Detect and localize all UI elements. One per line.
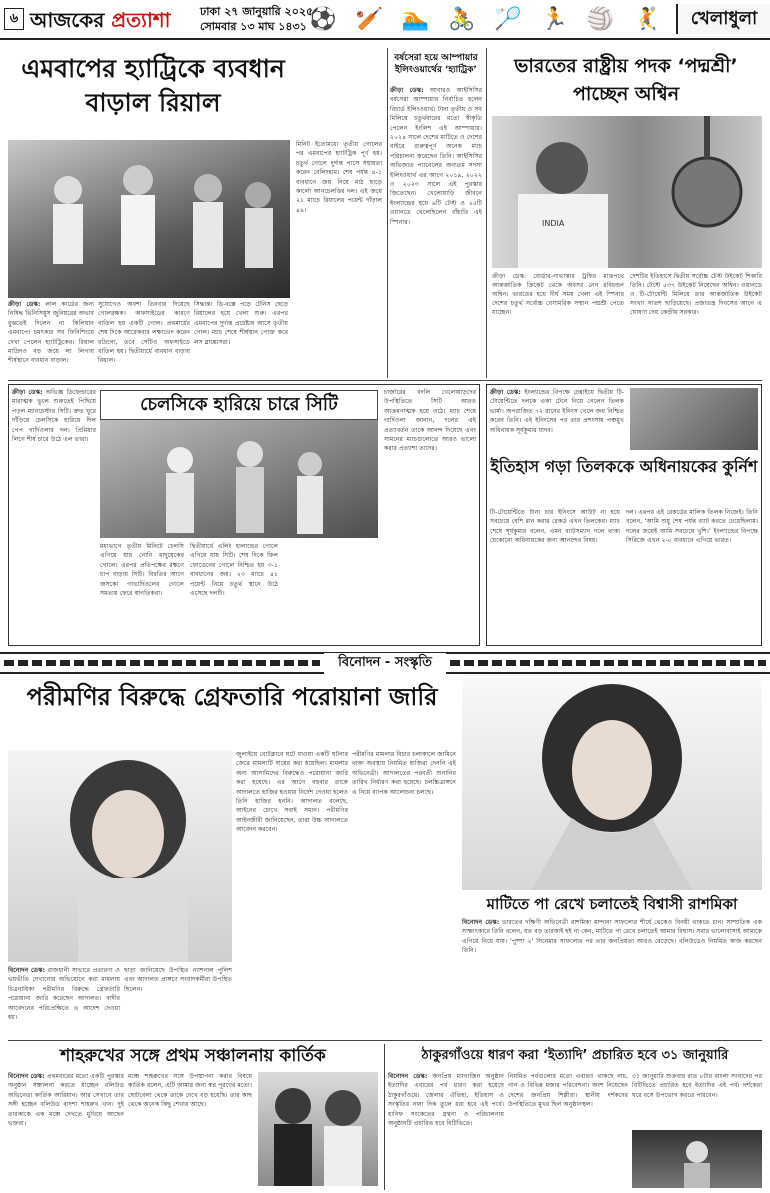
- story1-dateline: ক্রীড়া ডেস্ক:: [8, 301, 41, 308]
- story6-col2: জুলাইয়ে বোটক্লাবে ঘটে যাওয়া একটি ঘটনার জেরে মামলাটি দায়ের করা হয়েছিল। মামলার অন্য আসামিদের বিরুদ্ধেও পরোয়ানা জারি করা হয়েছে। এর আগে বহুবার তাকে আদালতে হাজির হওয়ার নির্দেশ দেওয়া হলেও তিনি হাজির হননি। আদালত বলেছে, আইনের চোখে সবাই সমান। পরীমণির আইনজীবী জানিয়েছেন, তারা উচ্চ আদালতে আবেদন করবেন।: [236, 751, 348, 834]
- running-icon: 🏃: [540, 6, 569, 32]
- story3-dateline: ক্রীড়া ডেস্ক:: [390, 87, 424, 94]
- story3-text: আবারও আইসিসির বর্ষসেরা আম্পায়ার নির্বাচিত হলেন রিচার্ড ইলিংওয়ার্থ। টানা তৃতীয় ও সব মিলিয়ে চতুর্থবারের মতো স্বীকৃতি পেলেন ইংলিশ এই আম্পায়ার। ২০২৪ সালে দেশের মাটিতে ও দেশের বাইরে গুরুত্বপূর্ণ অনেক ম্যাচ পরিচালনা করেছেন তিনি। আইসিসির অভিজাত প্যানেলের অন্যতম সদস্য ইলিংওয়ার্থ এর আগে ২০১৯, ২০২২ ও ২০২৩ সালে এই পুরস্কার জিতেছেন। খেলোয়াড়ি জীবনে ইংল্যান্ডের হয়ে ৯টি টেস্ট ও ২৫টি ওয়ানডে খেলেছিলেন বাঁহাতি এই স্পিনার।: [390, 87, 483, 226]
- story4-col3: দ্বিতীয়ার্ধে এর্লিং হালান্ডের গোলে এগিয়ে যায় সিটি। শেষ দিকে ফিল ফোডেনের গোলে নিশ্চিত হয় ৩-১ ব্যবধানের জয়। ২৩ ম্যাচে ৪১ পয়েন্ট নিয়ে চতুর্থ স্থানে উঠে এসেছে দলটি।: [190, 543, 278, 598]
- story6-photo: [8, 750, 232, 962]
- story7-dateline: বিনোদন ডেস্ক:: [462, 919, 500, 926]
- date-block: [200, 4, 313, 34]
- story9-photo: [632, 1130, 762, 1188]
- story1-col3: সিদ্ধান্ত। ডি-বক্সে পড়ে টেনিস ছেড়ে রিয়ালের হয়ে খেলা শুরু। এরপর এমবাপের দুর্দান্ত প্রচেষ্টায় আসে তৃতীয় গোল। ম্যাচ শেষে শীর্ষস্থান পোক্ত করে লস ব্লাঙ্কোসরা।: [194, 301, 288, 346]
- story5-dateline: ক্রীড়া ডেস্ক:: [490, 389, 521, 396]
- story4-col2: মধ্যভাগে তৃতীয় মিনিটে চেলসি এগিয়ে যায় নোনি মাদুয়েকের গোলে। এরপর প্রতিপক্ষের রক্ষণে চাপ বাড়ায় সিটি। বিরতির আগে জসকো গাভার্দিওলের গোলে সমতায় ফেরে স্বাগতিকরা।: [100, 543, 184, 598]
- story5-col3: দল। এরপর এই রেকর্ডের মালিক তিলক নিজেই। তিনি বলেন, ‘আমি শুধু শেষ পর্যন্ত ব্যাট করতে চেয়েছিলাম। দলের জয়েই আমি সবচেয়ে খুশি।’ ইংল্যান্ডের বিপক্ষে সিরিজে এখন ২-০ ব্যবধানে এগিয়ে ভারত।: [626, 509, 758, 545]
- actress-porimoni-image: [8, 750, 232, 962]
- story7-headline: মাটিতে পা রেখে চলাতেই বিশ্বাসী রাশমিকা: [486, 895, 738, 913]
- section-rule: [8, 1040, 762, 1041]
- story4-dateline: ক্রীড়া ডেস্ক:: [12, 389, 43, 396]
- volleyball-icon: 🏐: [586, 6, 615, 32]
- story5-text: ইংল্যান্ডের বিপক্ষে চেন্নাইয়ে দ্বিতীয় টি-টোয়েন্টিতে দলকে একা টেনে নিয়ে গেলেন তিলক ভার্মা। অপরাজিত ৭২ রানের ইনিংস খেলে জয় নিশ্চিত করেন তিনি। এই ইনিংসের পর তার প্রশংসায় পঞ্চমুখ অধিনায়ক সূর্যকুমার যাদব।: [490, 389, 625, 434]
- story2-headline: ভারতের রাষ্ট্রীয় পদক ‘পদ্মশ্রী’ পাচ্ছেন অশ্বিন: [514, 55, 738, 105]
- story6-headline: পরীমণির বিরুদ্ধে গ্রেফতারি পরোয়ানা জারি: [26, 683, 438, 711]
- city-players-image: [100, 420, 378, 538]
- story5-col2: টি-টোয়েন্টিতে টানা চার ইনিংসে আউট না হয়ে সবচেয়ে বেশি রান করার রেকর্ড এখন তিলকের। ম্যাচ শেষে সূর্যকুমার বলেন, এমন ব্যাটসম্যান দলে থাকা যেকোনো অধিনায়কের জন্য আনন্দের বিষয়।: [490, 509, 620, 545]
- jersey-text: INDIA: [542, 219, 565, 228]
- column-rule: [387, 48, 388, 378]
- story1-col2: সুযোগেও অবশ্য তিনবার দিয়েছে গোলরক্ষক। অফসাইডের কারণে বাতিল হয় একটি গোল। প্রথমার্ধের শেষ দিকে আরেকবার লক্ষ্যভেদ করেন রদ্রিগো, তবে সেটিও অফসাইডে বাতিল হয়। দ্বিতীয়ার্ধে ব্যবধান বাড়ায় রিয়াল।: [98, 301, 190, 365]
- story6-tail: ছাড়া জানিয়েছে উপস্থিত ন্যাশনাল পুলিশ এবং আদালত প্রাঙ্গণে সংবাদকর্মীরা উপস্থিত ছিলেন।: [124, 967, 232, 993]
- story6-lead: রাজধানী সাভারে প্রতারণা ও ভয়ভীতি দেখানোর অভিযোগে করা মামলায় চিত্রনায়িকা পরীমণির বিরুদ্ধে গ্রেফতারি পরোয়ানা জারি করেছেন আদালত। বাদীর আবেদনের পরিপ্রেক্ষিতে এ আদেশ দেওয়া হয়।: [8, 967, 120, 1022]
- sport-icons-banner: [300, 2, 670, 36]
- story4-text: অভিজ্ঞ ডিফেন্ডারের মারাত্মক ভুলে শুরুতেই পিছিয়ে পড়ল ম্যানচেস্টার সিটি। দ্রুত ঘুরে দাঁড়িয়ে চেলসিকে হারিয়ে দিল পেপ গার্দিওলার দল। প্রিমিয়ার লিগে শীর্ষ চারে উঠে এল তারা।: [12, 389, 96, 444]
- story1-photo: [8, 140, 290, 298]
- story4-photo: [100, 420, 378, 538]
- section-rule: [8, 380, 762, 381]
- story8-headline: শাহরুখের সঙ্গে প্রথম সঞ্চালনায় কার্তিক: [60, 1046, 326, 1066]
- story5-headline: ইতিহাস গড়া তিলককে অধিনায়কের কুর্নিশ: [490, 457, 758, 476]
- paper-logo: [30, 6, 170, 39]
- story4-col4: চার্জারের বদলি খেলোয়াড়দের উপস্থিতিতে সিটি আরও আক্রমণাত্মক হয়ে ওঠে। ম্যাচ শেষে গার্দিওলা জানান, দলের এই প্রত্যাবর্তন তাকে আনন্দ দিয়েছে এবং সামনের ম্যাচগুলোতে আরও ভালো করার প্রত্যাশা তাদের।: [384, 389, 476, 453]
- story1-headline: এমবাপের হ্যাট্রিকে ব্যবধান বাড়াল রিয়াল: [21, 54, 285, 117]
- story6-col3: পরীমণির মামলার বিচার চলাকালে জামিনে থাকা অবস্থায় নিয়মিত হাজিরা দেননি এই অভিনেত্রী। আদালতের পরবর্তী শুনানির তারিখ নির্ধারণ করা হয়েছে। চলচ্চিত্রাঙ্গনে এ নিয়ে ব্যাপক আলোচনা চলছে।: [352, 751, 456, 796]
- handball-icon: 🤾: [633, 6, 661, 32]
- masthead: [0, 0, 770, 40]
- actress-rashmika-image: [462, 678, 762, 890]
- cricket-icon: 🏏: [355, 6, 384, 32]
- page-number: ৬: [4, 8, 24, 30]
- story8-dateline: বিনোদন ডেস্ক:: [8, 1073, 45, 1080]
- story9-col2: নিয়মিত পর্বগুলোর মতো এবারও থাকছে নাচ, গান ও বিভিন্ন মজার পরিবেশনা। অংশ নিয়েছেন দেশের জনপ্রিয় শিল্পীরা। স্থানীয় দর্শকদের উপস্থিতিতে মুখর ছিল অনুষ্ঠানস্থল।: [508, 1073, 628, 1109]
- story2-photo: [492, 116, 762, 268]
- football-icon: ⚽: [309, 6, 337, 32]
- story1-col4: মিনিট ইতোমধ্যে তৃতীয় গোলের পর এমবাপের হ্যাটট্রিক পূর্ণ হয়। চতুর্থ গোলে দুর্দান্ত পাসে সহায়তা করেন বেলিংহাম। শেষ পর্যন্ত ৪-১ ব্যবধানে জয় নিয়ে মাঠ ছাড়ে কার্লো আনচেলত্তির দল। এই জয়ে ২১ ম্যাচে রিয়ালের পয়েন্ট দাঁড়াল ৪৯।: [296, 141, 382, 214]
- story7-photo: [462, 678, 762, 890]
- story9-headline: ঠাকুরগাঁওয়ে ধারণ করা ‘ইত্যাদি’ প্রচারিত হবে ৩১ জানুয়ারি: [421, 1048, 729, 1063]
- story9-dateline: বিনোদন ডেস্ক:: [388, 1073, 428, 1080]
- badminton-icon: 🏸: [494, 6, 522, 32]
- story8-photo: [258, 1072, 378, 1186]
- paper-name: প্রত্যাশা: [111, 8, 171, 32]
- football-players-image: [8, 140, 290, 298]
- column-rule: [384, 1044, 385, 1190]
- date-line-2: সোমবার ১৩ মাঘ ১৪৩১: [200, 20, 307, 33]
- story1-lead: লাল কার্ডের জন্য নিষিদ্ধ ভিনিসিয়ুস জুনিয়রের অভাব বুঝতেই দিলেন না কিলিয়ান এমবাপে। চমৎকার সব ফিনিশিংয়ে দেখা পেলেন হ্যাটট্রিকের। রিয়াল মাদ্রিদও বড় জয়ে লা লিগায় শীর্ষস্থানে ব্যবধান বাড়াল।: [8, 301, 95, 365]
- story8-text: প্রথমবারের মতো একটি পুরস্কার অনুষ্ঠান সঞ্চালনা করতে যাচ্ছেন বলিউড অভিনেতা কার্তিক আরিয়ান। আর সেখানে তার সঙ্গী হচ্ছেন বলিউড বাদশা শাহরুখ খান। দুই তারকাকে এক মঞ্চে দেখতে মুখিয়ে আছেন ভক্তরা।: [8, 1073, 124, 1128]
- story2-col2: দেশটির ইতিহাসে দ্বিতীয় সর্বোচ্চ টেস্ট উইকেট শিকারি তিনি। টেস্টে ৫৩৭ উইকেট নিয়েছেন অশ্বিন। ওয়ানডে ও টি-টোয়েন্টি মিলিয়ে তার আন্তর্জাতিক উইকেট সংখ্যা সাতশ ছাড়িয়েছে। প্রজাতন্ত্র দিবসের আগে এ ঘোষণা দেয় কেন্দ্রীয় সরকার।: [630, 273, 762, 316]
- divider-pattern: [450, 660, 766, 666]
- story6-dateline: বিনোদন ডেস্ক:: [8, 967, 46, 974]
- story9-text: জনপ্রিয় ম্যাগাজিন অনুষ্ঠান ইত্যাদির এবারের পর্ব ধারণ করা হয়েছে ঠাকুরগাঁওয়ে। জেলার ঐতিহ্য, ইতিহাস ও সংস্কৃতির নানা দিক তুলে ধরা হবে এই পর্বে। হানিফ সংকেতের গ্রন্থনা ও পরিচালনায় অনুষ্ঠানটি প্রচারিত হবে বিটিভিতে।: [388, 1073, 504, 1128]
- section-title: খেলাধুলা: [676, 4, 770, 34]
- divider-pattern: [4, 660, 320, 666]
- swimming-icon: 🏊: [401, 6, 430, 32]
- story3-kicker: বর্ষসেরা হয়ে আম্পায়ার ইলিংওয়ার্থের ‘হ্যাট্রিক’: [394, 53, 478, 75]
- date-line-1: ঢাকা ২৭ জানুয়ারি ২০২৫: [200, 5, 314, 18]
- story7-text: ভারতের দক্ষিণী অভিনেত্রী রাশমিকা মান্দানা সাফল্যের শীর্ষে থেকেও বিনয়ী থাকতে চান। সাম্প্রতিক এক সাক্ষাৎকারে তিনি বলেন, যত বড় তারকাই হই না কেন, মাটিতে পা রেখে চলাতেই আমার বিশ্বাস। সবার ভালোবাসাই আমাকে এগিয়ে নিয়ে যায়। ‘পুষ্পা ২’ সিনেমার সাফল্যের পর তার জনপ্রিয়তা আরও বেড়েছে। বলিউডেও নিয়মিত কাজ করছেন তিনি।: [462, 919, 762, 955]
- ashwin-medal-image: [492, 116, 762, 268]
- cycling-icon: 🚴: [448, 6, 476, 32]
- actors-image: [258, 1072, 378, 1186]
- story2-caption: ক্রীড়া ডেস্ক: বোর্ডার-গাভাস্কার ট্রফির মাঝপথে আন্তর্জাতিক ক্রিকেট থেকে অবসর নেন রবিচন্দ্রন অশ্বিন। ভারতের হয়ে দীর্ঘ সময় খেলা এই স্পিনার দেশের চতুর্থ সর্বোচ্চ বেসামরিক সম্মান পদ্মশ্রী পেতে যাচ্ছেন।: [492, 273, 624, 316]
- story5-photo: [630, 388, 758, 450]
- host-image: [632, 1130, 762, 1188]
- divider-label: বিনোদন - সংস্কৃতি: [324, 653, 446, 674]
- paper-prefix: আজকের: [30, 8, 105, 32]
- story9-col3: ৩১ জানুয়ারি শুক্রবার রাত ৮টার বাংলা সংবাদের পর বিটিভিতে প্রচারিত হবে ইত্যাদির এই পর্ব। দর্শকেরা ঘরে বসে উপভোগ করতে পারবেন।: [632, 1073, 762, 1099]
- story8-col2: মঞ্চে শাহরুখের সঙ্গে উপস্থাপনা করার বিষয়ে কার্তিক বলেন, এটি আমার জন্য স্বপ্ন পূরণের মতো। ছোটবেলা থেকে তাকে দেখে বড় হয়েছি। তার কাছ থেকে অনেক কিছু শেখার আছে।: [128, 1073, 252, 1109]
- column-rule: [486, 48, 487, 378]
- story4-headline: চেলসিকে হারিয়ে চারে সিটি: [100, 390, 378, 420]
- section-divider: [0, 652, 770, 674]
